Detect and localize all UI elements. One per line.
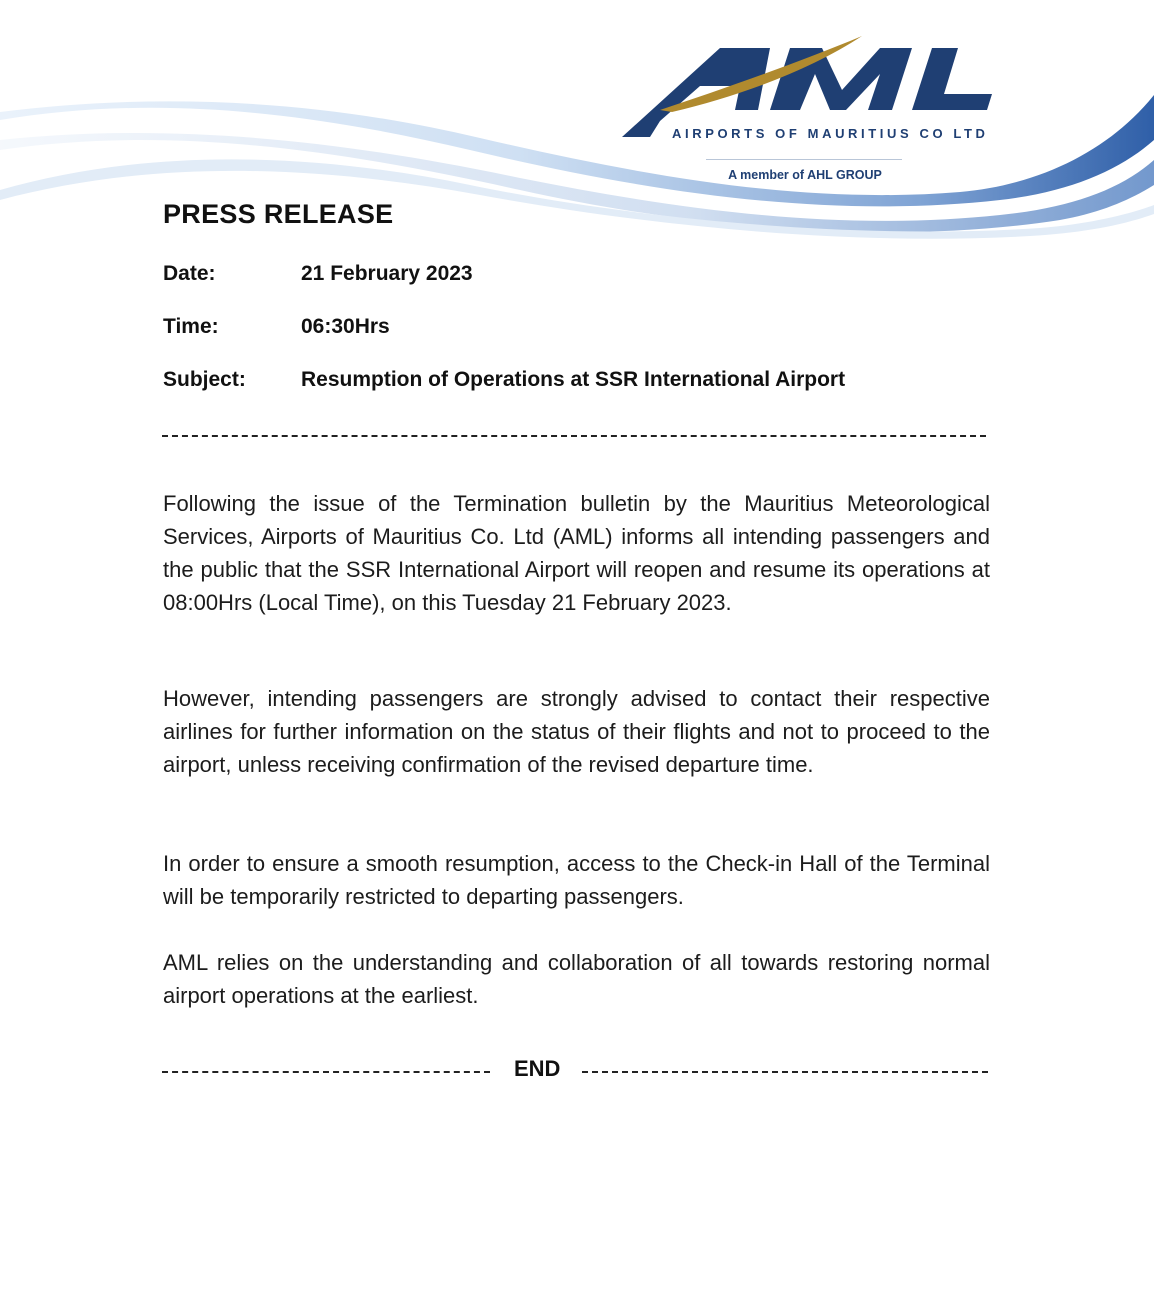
press-release-title: PRESS RELEASE bbox=[163, 199, 394, 229]
body-paragraph bbox=[163, 487, 990, 619]
meta-value: Resumption of Operations at SSR International Airport bbox=[301, 368, 846, 391]
body-paragraph bbox=[163, 682, 990, 781]
paragraph-text: However, intending passengers are strongly advised to contact their respective airlines for further information on the status of their flights and not to proceed to the airport, unless receiving confirmation of the revised departure time. bbox=[163, 686, 990, 777]
meta-value: 06:30Hrs bbox=[301, 315, 390, 338]
meta-value: 21 February 2023 bbox=[301, 262, 473, 285]
member-line: A member of AHL GROUP bbox=[728, 168, 882, 182]
meta-label: Time: bbox=[163, 315, 219, 338]
company-name: AIRPORTS OF MAURITIUS CO LTD bbox=[672, 126, 989, 141]
paragraph-text: Following the issue of the Termination bulletin by the Mauritius Meteorological Services, Airports of Mauritius Co. Ltd (AML) informs all intending passengers and the public that the SSR International Airport will reopen and resume its operations at 08:00Hrs (Local Time), on this Tuesday 21 February 2023. bbox=[163, 491, 990, 615]
aml-logo-mark bbox=[622, 36, 992, 137]
end-label: END bbox=[514, 1056, 561, 1081]
section-divider bbox=[162, 435, 986, 437]
logo-divider bbox=[706, 159, 902, 160]
paragraph-text: AML relies on the understanding and collaboration of all towards restoring normal airport operations at the earliest. bbox=[163, 950, 990, 1008]
meta-label: Date: bbox=[163, 262, 216, 285]
body-paragraph bbox=[163, 847, 990, 913]
body-paragraph bbox=[163, 946, 990, 1012]
end-divider-right bbox=[582, 1071, 988, 1073]
end-divider-left bbox=[162, 1071, 490, 1073]
paragraph-text: In order to ensure a smooth resumption, access to the Check-in Hall of the Terminal will be temporarily restricted to departing passengers. bbox=[163, 851, 990, 909]
end-marker bbox=[162, 1056, 988, 1084]
meta-label: Subject: bbox=[163, 368, 246, 391]
